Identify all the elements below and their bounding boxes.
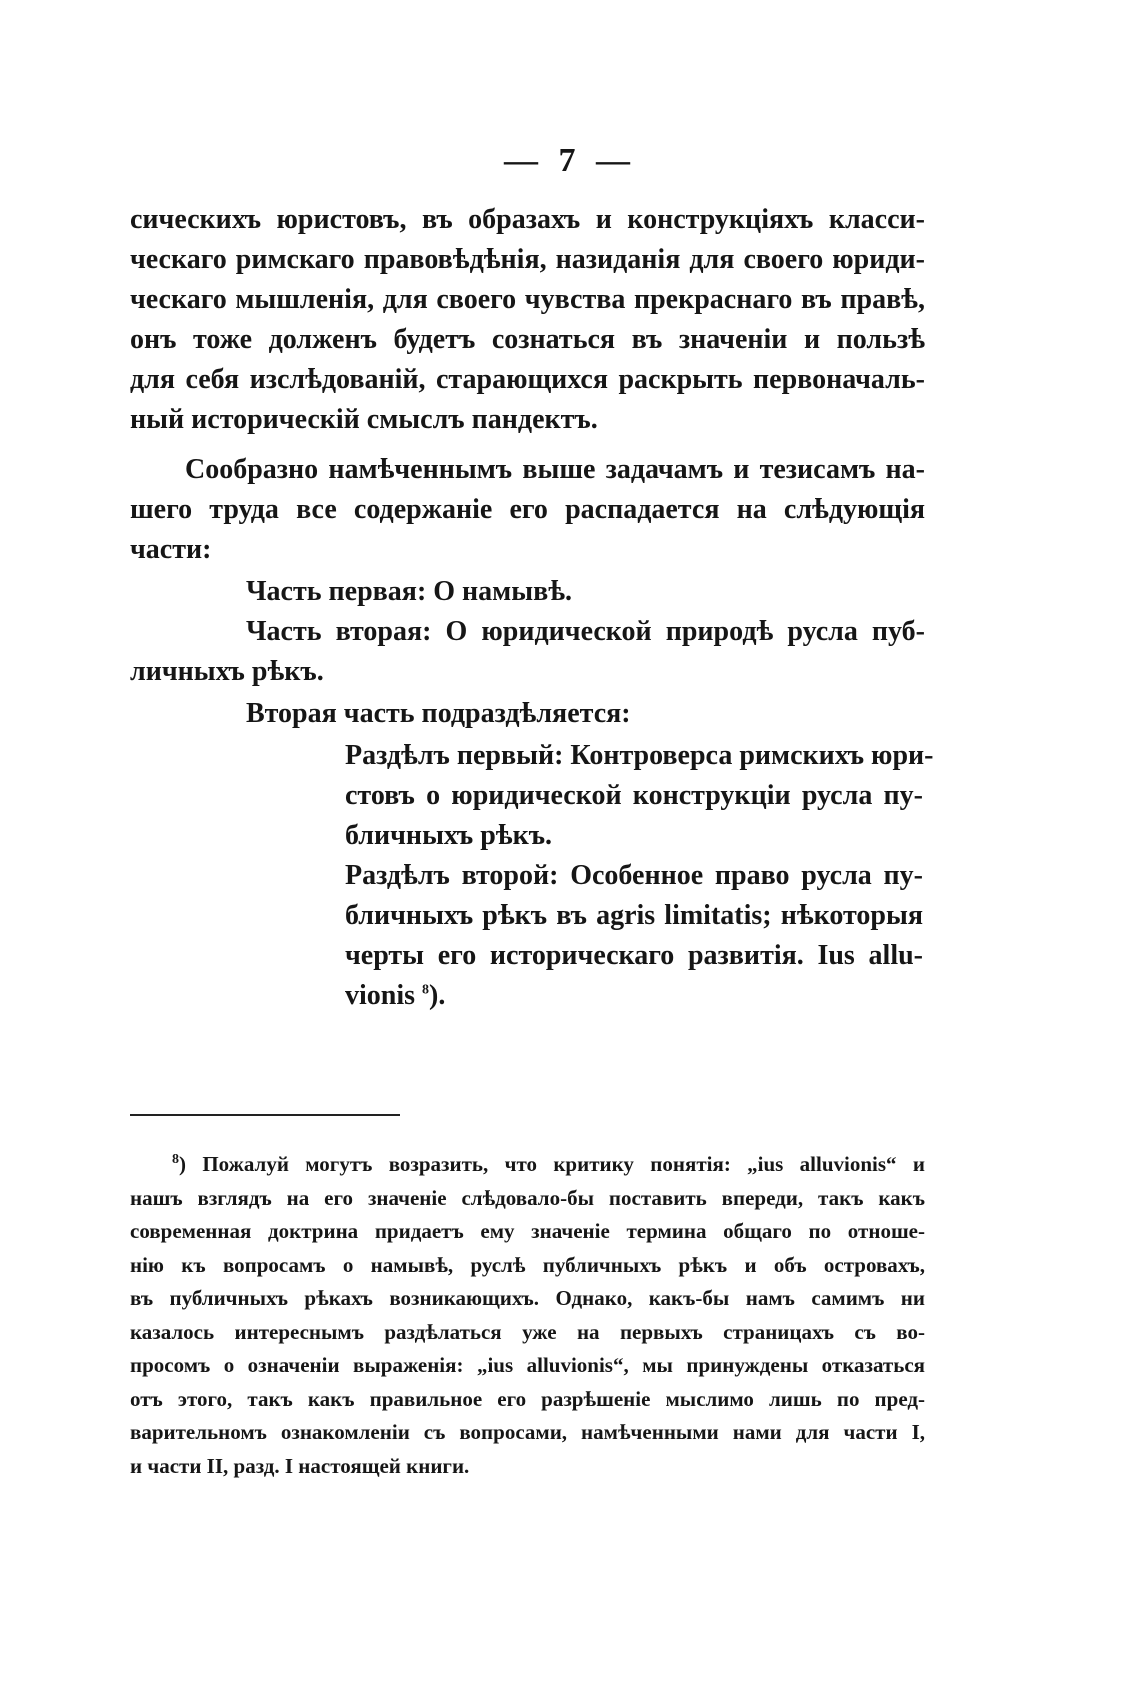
text-line: онъ тоже долженъ будетъ сознаться въ значеніи и пользѣ	[130, 324, 925, 355]
text-line: Сообразно намѣченнымъ выше задачамъ и тезисамъ на-	[185, 454, 925, 485]
text-line: шего труда все содержаніе его распадается на слѣдующія	[130, 494, 925, 525]
section-one	[345, 736, 934, 856]
part-two-line: личныхъ рѣкъ.	[130, 656, 324, 687]
footnote-line: отъ этого, такъ какъ правильное его разрѣшеніе мыслимо лишь по пред-	[130, 1386, 925, 1411]
section-line: черты его историческаго развитія. Ius allu-	[345, 940, 923, 971]
subdivision-intro: Вторая часть подраздѣляется:	[246, 698, 631, 729]
footnote-line: просомъ о означеніи выраженія: „ius alluvionis“, мы принуждены отказаться	[130, 1353, 925, 1377]
footnote-line: казалось интереснымъ раздѣлаться уже на первыхъ страницахъ съ во-	[130, 1319, 925, 1344]
text-line: части:	[130, 534, 212, 565]
section-two-end: ).	[429, 980, 446, 1011]
section-two	[345, 856, 923, 1016]
footnote-first-line	[130, 1148, 925, 1182]
footnote-line: нію къ вопросамъ о намывѣ, руслѣ публичныхъ рѣкъ и объ островахъ,	[130, 1252, 925, 1277]
footnote-line: варительномъ ознакомленіи съ вопросами, намѣченными нами для части I,	[130, 1420, 925, 1444]
footnote-divider	[130, 1114, 400, 1116]
footnote-line: и части II, разд. I настоящей книги.	[130, 1453, 470, 1478]
footnote	[130, 1148, 925, 1483]
footnote-first-text: ) Пожалуй могутъ возразить, что критику понятія: „ius alluvionis“ и	[179, 1152, 925, 1176]
page-number: — 7 —	[504, 142, 636, 179]
section-line: Раздѣлъ первый: Контроверса римскихъ юри-	[345, 740, 934, 771]
paragraph-outline-intro	[130, 450, 925, 570]
section-line-last	[345, 976, 923, 1016]
text-line: ный историческій смыслъ пандектъ.	[130, 404, 598, 435]
subdivision	[130, 694, 925, 734]
part-two-line: Часть вторая: О юридической природѣ русла пуб-	[246, 616, 925, 647]
text-line: ческаго римскаго правовѣдѣнія, назиданія для своего юриди-	[130, 244, 925, 275]
footnote-line: нашъ взглядъ на его значеніе слѣдовало-бы поставить впереди, такъ какъ	[130, 1185, 925, 1210]
footnote-line: современная доктрина придаетъ ему значеніе термина общаго по отноше-	[130, 1219, 925, 1243]
section-line: Раздѣлъ второй: Особенное право русла пу-	[345, 860, 923, 891]
section-line: стовъ о юридической конструкціи русла пу-	[345, 780, 923, 811]
paragraph-continuation	[130, 200, 925, 440]
section-line: бличныхъ рѣкъ въ agris limitatis; нѣкоторыя	[345, 900, 923, 931]
text-line: ческаго мышленія, для своего чувства прекраснаго въ правѣ,	[130, 284, 925, 315]
text-line: для себя изслѣдованій, старающихся раскрыть первоначаль-	[130, 364, 925, 395]
part-one: Часть первая: О намывѣ.	[246, 576, 573, 607]
section-line: бличныхъ рѣкъ.	[345, 820, 553, 851]
footnote-marker: 8	[172, 1152, 179, 1167]
parts-list	[130, 572, 925, 692]
text-line: сическихъ юристовъ, въ образахъ и конструкціяхъ класси-	[130, 204, 925, 235]
section-two-last-text: vionis	[345, 980, 416, 1011]
footnote-line: въ публичныхъ рѣкахъ возникающихъ. Однако, какъ-бы намъ самимъ ни	[130, 1286, 925, 1310]
footnote-reference: 8	[422, 982, 430, 998]
